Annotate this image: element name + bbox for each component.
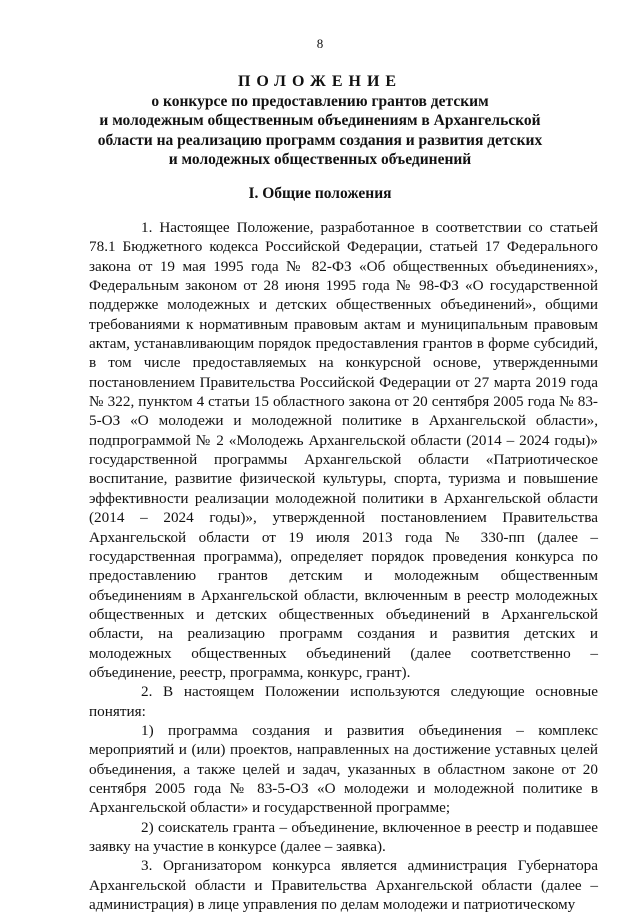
body-text — [89, 218, 598, 914]
paragraph: 1) программа создания и развития объединения – комплекс мероприятий и (или) проектов, направленных на достижение уставных целей объединения, а также целей и задач, указанных в областном законе от 20 сентября 2005 года № 83-5-ОЗ «О молодежи и молодежной политике в Архангельской области» и государственной программе; — [89, 721, 598, 817]
title-line: и молодежным общественным объединениям в Архангельской — [99, 112, 541, 129]
section-heading: I. Общие положения — [248, 185, 392, 202]
paragraph: 1. Настоящее Положение, разработанное в соответствии со статьей 78.1 Бюджетного кодекса Российской Федерации, статьей 17 Федерального закона от 19 мая 1995 года № 82-ФЗ «Об общественных объединениях», Федеральным законом от 28 июня 1995 года № 98-ФЗ «О государственной поддержке молодежных и детских общественных объединений», общими требованиями к нормативным правовым актам и муниципальным правовым актам, устанавливающим порядок предоставления грантов в форме субсидий, в том числе предоставляемых на конкурсной основе, утвержденными постановлением Правительства Российской Федерации от 27 марта 2019 года № 322, пунктом 4 статьи 15 областного закона от 20 сентября 2005 года № 83-5-ОЗ «О молодежи и молодежной политике в Архангельской области», подпрограммой № 2 «Молодежь Архангельской области (2014 – 2024 годы)» государственной программы Архангельской области «Патриотическое воспитание, развитие физической культуры, спорта, туризма и повышение эффективности реализации молодежной политики в Архангельской области (2014 – 2024 годы)», утвержденной постановлением Правительства Архангельской области от 19 июля 2013 года № 330-пп (далее – государственная программа), определяет порядок проведения конкурса по предоставлению грантов детским и молодежным общественным объединениям в Архангельской области, включенным в реестр молодежных общественных и детских общественных объединений в Архангельской области, на реализацию программ создания и развития детских и молодежных общественных объединений (далее соответственно – объединение, реестр, программа, конкурс, грант). — [89, 219, 598, 681]
title-heading: ПОЛОЖЕНИЕ — [237, 73, 403, 90]
paragraph: 2. В настоящем Положении используются следующие основные понятия: — [89, 683, 598, 720]
title-line: области на реализацию программ создания и развития детских — [97, 131, 543, 149]
paragraph: 3. Организатором конкурса является администрация Губернатора Архангельской области и Правительства Архангельской области (далее – администрация) в лице управления по делам молодежи и патриотическому — [89, 857, 598, 914]
title-line: и молодежных общественных объединений — [168, 151, 472, 168]
title-line: о конкурсе по предоставлению грантов детским — [151, 92, 489, 110]
paragraph: 2) соискатель гранта – объединение, включенное в реестр и подавшее заявку на участие в конкурсе (далее – заявка). — [89, 818, 598, 855]
page-number: 8 — [316, 36, 324, 51]
document-title — [60, 72, 580, 170]
